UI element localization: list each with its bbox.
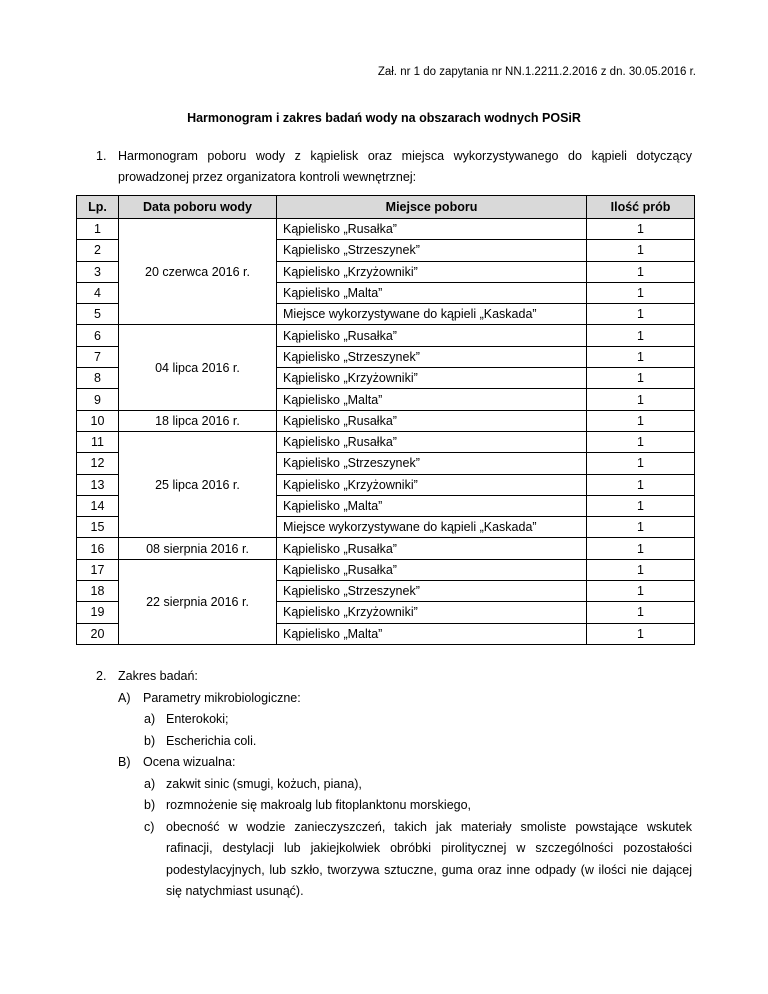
sample-count: 1 xyxy=(587,517,695,538)
table-row xyxy=(77,538,695,559)
group-heading xyxy=(96,688,696,710)
section-1-text: Harmonogram poboru wody z kąpielisk oraz miejsca wykorzystywanego do kąpieli dotyczący prowadzonej przez organizatora kontroli wewnętrznej: xyxy=(118,149,692,184)
section-2 xyxy=(96,666,696,903)
sample-count: 1 xyxy=(587,559,695,580)
table-row xyxy=(77,559,695,580)
column-header-count: Ilość prób xyxy=(587,196,695,219)
sampling-place: Kąpielisko „Rusałka” xyxy=(277,219,587,240)
sampling-place: Kąpielisko „Rusałka” xyxy=(277,410,587,431)
table-row xyxy=(77,431,695,452)
sampling-date: 08 sierpnia 2016 r. xyxy=(119,538,277,559)
sample-count: 1 xyxy=(587,240,695,261)
sample-count: 1 xyxy=(587,282,695,303)
list-item xyxy=(96,817,696,903)
row-number: 2 xyxy=(77,240,119,261)
document-reference: Zał. nr 1 do zapytania nr NN.1.2211.2.2016 z dn. 30.05.2016 r. xyxy=(377,66,696,78)
sampling-date: 20 czerwca 2016 r. xyxy=(119,219,277,325)
row-number: 1 xyxy=(77,219,119,240)
sample-count: 1 xyxy=(587,219,695,240)
sampling-place: Kąpielisko „Krzyżowniki” xyxy=(277,474,587,495)
row-number: 3 xyxy=(77,261,119,282)
sampling-place: Kąpielisko „Malta” xyxy=(277,623,587,644)
row-number: 9 xyxy=(77,389,119,410)
table-row xyxy=(77,219,695,240)
sampling-place: Kąpielisko „Krzyżowniki” xyxy=(277,602,587,623)
table-header-row xyxy=(77,196,695,219)
sampling-date: 22 sierpnia 2016 r. xyxy=(119,559,277,644)
sampling-place: Kąpielisko „Strzeszynek” xyxy=(277,346,587,367)
list-item xyxy=(96,709,696,731)
sampling-place: Kąpielisko „Strzeszynek” xyxy=(277,581,587,602)
sample-count: 1 xyxy=(587,368,695,389)
sample-count: 1 xyxy=(587,623,695,644)
sampling-place: Kąpielisko „Krzyżowniki” xyxy=(277,368,587,389)
row-number: 13 xyxy=(77,474,119,495)
sampling-place: Kąpielisko „Rusałka” xyxy=(277,559,587,580)
item-label: a) xyxy=(144,712,156,726)
row-number: 8 xyxy=(77,368,119,389)
document-title: Harmonogram i zakres badań wody na obszarach wodnych POSiR xyxy=(187,111,581,125)
item-label: b) xyxy=(144,733,156,748)
group-heading xyxy=(96,752,696,774)
row-number: 7 xyxy=(77,346,119,367)
sample-count: 1 xyxy=(587,325,695,346)
row-number: 12 xyxy=(77,453,119,474)
group-title: Ocena wizualna: xyxy=(143,755,236,769)
sampling-place: Kąpielisko „Malta” xyxy=(277,282,587,303)
item-text: obecność w wodzie zanieczyszczeń, takich jak materiały smoliste powstające wskutek rafinacji, destylacji lub jakiejkolwiek obróbki pirolitycznej w szczególności pozostałości podestylacyjnych, lub szkło, tworzywa sztuczne, guma oraz inne odpady (w ilości nie dającej się natychmiast usunąć). xyxy=(166,819,692,898)
row-number: 6 xyxy=(77,325,119,346)
sample-count: 1 xyxy=(587,474,695,495)
row-number: 14 xyxy=(77,495,119,516)
group-label: A) xyxy=(118,690,131,705)
row-number: 17 xyxy=(77,559,119,580)
sampling-place: Kąpielisko „Rusałka” xyxy=(277,538,587,559)
column-header-date: Data poboru wody xyxy=(119,196,277,219)
sampling-date: 04 lipca 2016 r. xyxy=(119,325,277,410)
sampling-place: Kąpielisko „Krzyżowniki” xyxy=(277,261,587,282)
row-number: 15 xyxy=(77,517,119,538)
sample-count: 1 xyxy=(587,389,695,410)
group-title: Parametry mikrobiologiczne: xyxy=(143,690,301,705)
table-row xyxy=(77,325,695,346)
sampling-place: Miejsce wykorzystywane do kąpieli „Kaskada” xyxy=(277,517,587,538)
section-1-number: 1. xyxy=(96,149,107,163)
item-text: zakwit sinic (smugi, kożuch, piana), xyxy=(166,776,362,791)
sample-count: 1 xyxy=(587,410,695,431)
row-number: 10 xyxy=(77,410,119,431)
sample-count: 1 xyxy=(587,261,695,282)
sampling-place: Kąpielisko „Malta” xyxy=(277,389,587,410)
sample-count: 1 xyxy=(587,304,695,325)
sampling-place: Kąpielisko „Strzeszynek” xyxy=(277,453,587,474)
column-header-lp: Lp. xyxy=(77,196,119,219)
sample-count: 1 xyxy=(587,581,695,602)
row-number: 19 xyxy=(77,602,119,623)
section-1 xyxy=(96,146,692,188)
sampling-place: Kąpielisko „Strzeszynek” xyxy=(277,240,587,261)
row-number: 4 xyxy=(77,282,119,303)
section-2-heading xyxy=(96,666,696,688)
sampling-place: Miejsce wykorzystywane do kąpieli „Kaskada” xyxy=(277,304,587,325)
sample-count: 1 xyxy=(587,602,695,623)
schedule-table xyxy=(76,195,695,645)
section-2-number: 2. xyxy=(96,669,107,683)
sample-count: 1 xyxy=(587,453,695,474)
sample-count: 1 xyxy=(587,431,695,452)
table-row xyxy=(77,410,695,431)
item-label: b) xyxy=(144,798,156,812)
row-number: 5 xyxy=(77,304,119,325)
sampling-place: Kąpielisko „Rusałka” xyxy=(277,431,587,452)
list-item xyxy=(96,731,696,753)
section-2-title: Zakres badań: xyxy=(118,669,198,683)
sampling-date: 18 lipca 2016 r. xyxy=(119,410,277,431)
row-number: 20 xyxy=(77,623,119,644)
column-header-place: Miejsce poboru xyxy=(277,196,587,219)
item-text: Enterokoki; xyxy=(166,712,229,726)
sampling-place: Kąpielisko „Malta” xyxy=(277,495,587,516)
row-number: 16 xyxy=(77,538,119,559)
item-text: rozmnożenie się makroalg lub fitoplanktonu morskiego, xyxy=(166,798,472,812)
sampling-date: 25 lipca 2016 r. xyxy=(119,431,277,537)
row-number: 11 xyxy=(77,431,119,452)
group-label: B) xyxy=(118,755,131,769)
list-item xyxy=(96,774,696,796)
sample-count: 1 xyxy=(587,495,695,516)
list-item xyxy=(96,795,696,817)
item-text: Escherichia coli. xyxy=(166,733,257,748)
sampling-place: Kąpielisko „Rusałka” xyxy=(277,325,587,346)
sample-count: 1 xyxy=(587,346,695,367)
item-label: a) xyxy=(144,776,156,791)
row-number: 18 xyxy=(77,581,119,602)
item-label: c) xyxy=(144,819,155,834)
sample-count: 1 xyxy=(587,538,695,559)
